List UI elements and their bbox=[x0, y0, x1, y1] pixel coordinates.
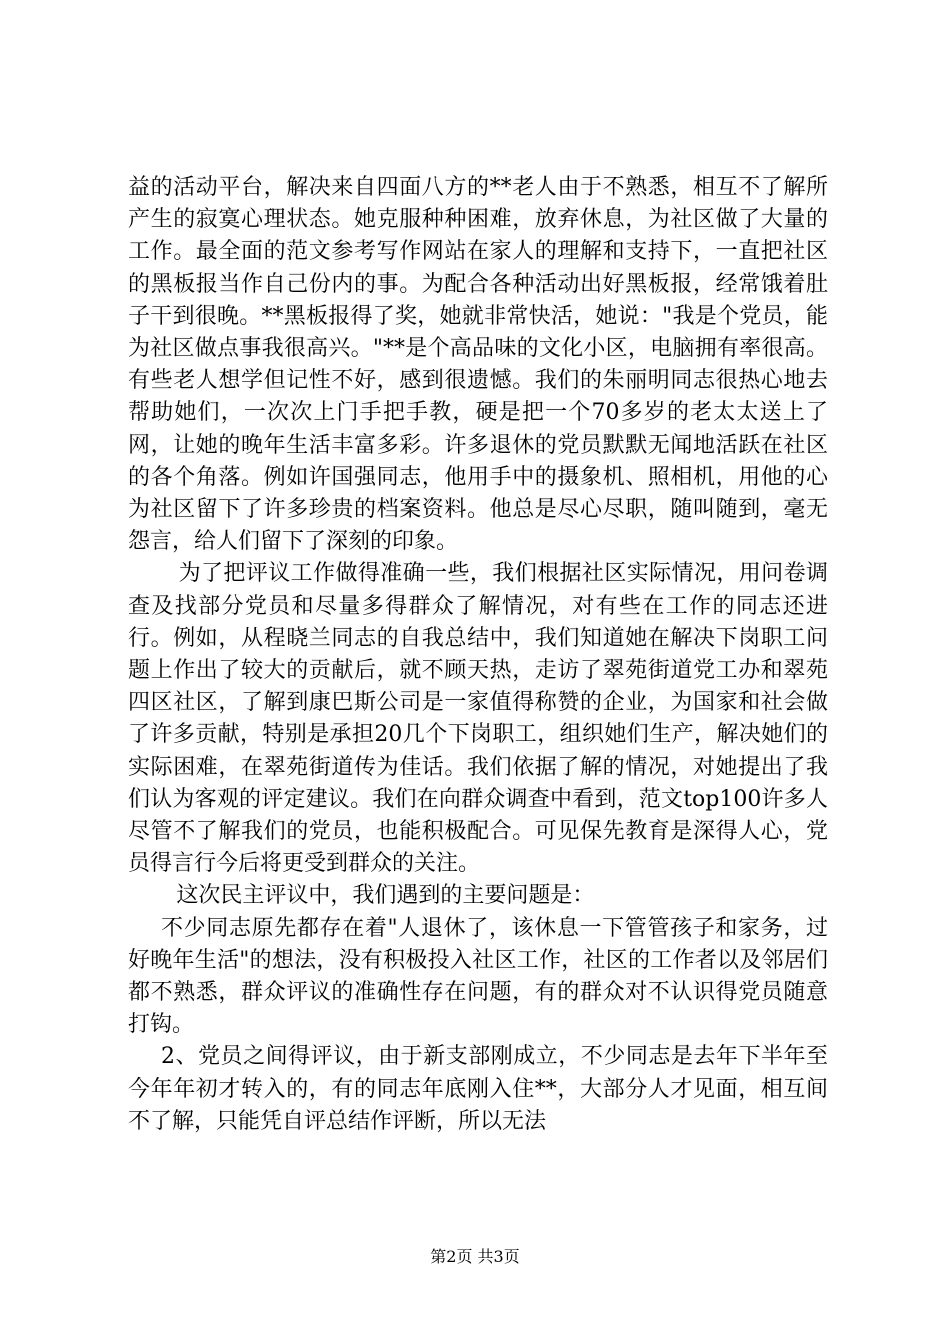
paragraph-4: 不少同志原先都存在着"人退休了，该休息一下管管孩子和家务，过好晚年生活"的想法，没有积极投入社区工作，社区的工作者以及邻居们都不熟悉，群众评议的准确性存在问题，有的群众对不认识得党员随意打钩。 bbox=[128, 915, 828, 1038]
paragraph-5: 2、党员之间得评议，由于新支部刚成立，不少同志是去年下半年至今年年初才转入的，有的同志年底刚入住**，大部分人才见面，相互间不了解，只能凭自评总结作评断，所以无法 bbox=[128, 1044, 828, 1134]
document-body bbox=[128, 172, 828, 1138]
paragraph-1: 益的活动平台，解决来自四面八方的**老人由于不熟悉，相互不了解所产生的寂寞心理状态。她克服种种困难，放弃休息，为社区做了大量的工作。最全面的范文参考写作网站在家人的理解和支持下，一直把社区的黑板报当作自己份内的事。为配合各种活动出好黑板报，经常饿着肚子干到很晚。**黑板报得了奖，她就非常快活，她说："我是个党员，能为社区做点事我很高兴。"**是个高品味的文化小区，电脑拥有率很高。有些老人想学但记性不好，感到很遗憾。我们的朱丽明同志很热心地去帮助她们，一次次上门手把手教，硬是把一个70多岁的老太太送上了网，让她的晚年生活丰富多彩。许多退休的党员默默无闻地活跃在社区的各个角落。例如许国强同志，他用手中的摄象机、照相机，用他的心为社区留下了许多珍贵的档案资料。他总是尽心尽职，随叫随到，毫无怨言，给人们留下了深刻的印象。 bbox=[128, 175, 828, 555]
paragraph-2: 为了把评议工作做得准确一些，我们根据社区实际情况，用问卷调查及找部分党员和尽量多得群众了解情况，对有些在工作的同志还进行。例如，从程晓兰同志的自我总结中，我们知道她在解决下岗职工问题上作出了较大的贡献后，就不顾天热，走访了翠苑街道党工办和翠苑四区社区，了解到康巴斯公司是一家值得称赞的企业，为国家和社会做了许多贡献，特别是承担20几个下岗职工，组织她们生产，解决她们的实际困难，在翠苑街道传为佳话。我们依据了解的情况，对她提出了我们认为客观的评定建议。我们在向群众调查中看到，范文top100许多人尽管不了解我们的党员，也能积极配合。可见保先教育是深得人心，党员得言行今后将更受到群众的关注。 bbox=[128, 561, 828, 877]
paragraph-3: 这次民主评议中，我们遇到的主要问题是： bbox=[176, 883, 595, 909]
page-footer: 第2页 共3页 bbox=[430, 1247, 520, 1266]
